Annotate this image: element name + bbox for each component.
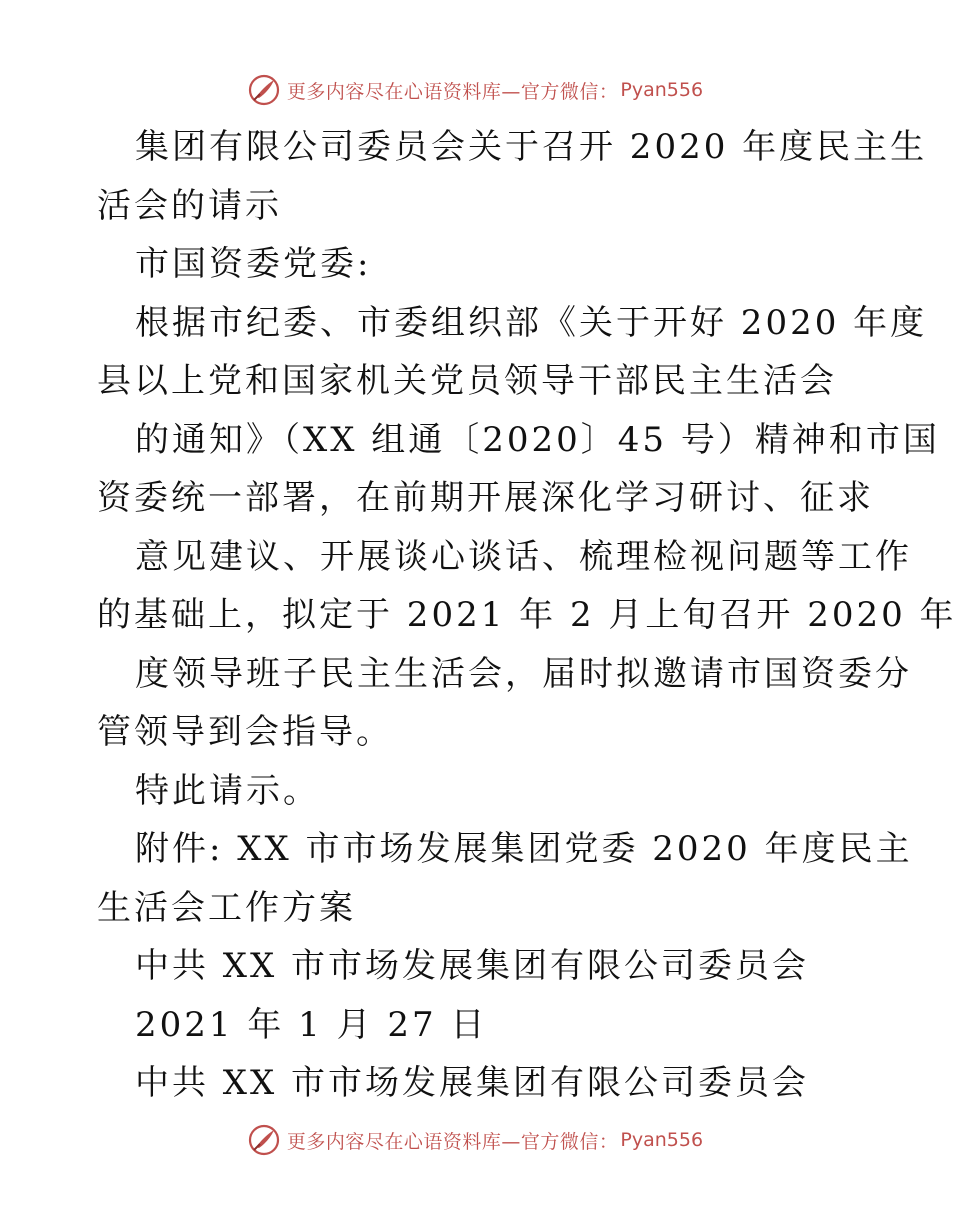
watermark-footer — [0, 1120, 950, 1160]
watermark-text: 更多内容尽在心语资料库—官方微信： — [286, 80, 619, 103]
document-body — [97, 118, 957, 1113]
feather-pen-logo-icon — [247, 1123, 281, 1157]
doc-line-body-8: 管领导到会指导。 — [97, 712, 393, 752]
doc-line-body-1: 根据市纪委、市委组织部《关于开好 2020 年度 — [135, 302, 928, 343]
feather-pen-logo-icon — [247, 73, 281, 107]
doc-line-body-5: 意见建议、开展谈心谈话、梳理检视问题等工作 — [135, 536, 912, 577]
doc-line-addressee: 市国资委党委: — [135, 244, 372, 284]
doc-line-body-3: 的通知》（XX 组通〔2020〕45 号）精神和市国 — [135, 419, 940, 460]
doc-line-body-2: 县以上党和国家机关党员领导干部民主生活会 — [97, 361, 837, 401]
doc-line-date: 2021 年 1 月 27 日 — [135, 1004, 488, 1045]
doc-line-signature: 中共 XX 市市场发展集团有限公司委员会 — [135, 946, 810, 986]
doc-line-closing: 特此请示。 — [135, 770, 320, 811]
doc-line-title-2: 活会的请示 — [97, 185, 282, 226]
doc-line-body-6: 的基础上，拟定于 2021 年 2 月上旬召开 2020 年 — [97, 595, 957, 635]
doc-line-signature-repeat: 中共 XX 市市场发展集团有限公司委员会 — [135, 1063, 810, 1103]
doc-line-attachment-1: 附件: XX 市市场发展集团党委 2020 年度民主 — [135, 829, 913, 869]
doc-line-attachment-2: 生活会工作方案 — [97, 887, 356, 928]
doc-line-body-7: 度领导班子民主生活会，届时拟邀请市国资委分 — [135, 653, 912, 694]
watermark-text: 更多内容尽在心语资料库—官方微信： — [286, 1130, 619, 1153]
doc-line-body-4: 资委统一部署，在前期开展深化学习研讨、征求 — [97, 478, 874, 518]
watermark-header — [0, 70, 950, 110]
watermark-wechat-id: Pyan556 — [620, 79, 704, 101]
watermark-wechat-id: Pyan556 — [620, 1129, 704, 1151]
doc-line-title-1: 集团有限公司委员会关于召开 2020 年度民主生 — [135, 127, 928, 167]
